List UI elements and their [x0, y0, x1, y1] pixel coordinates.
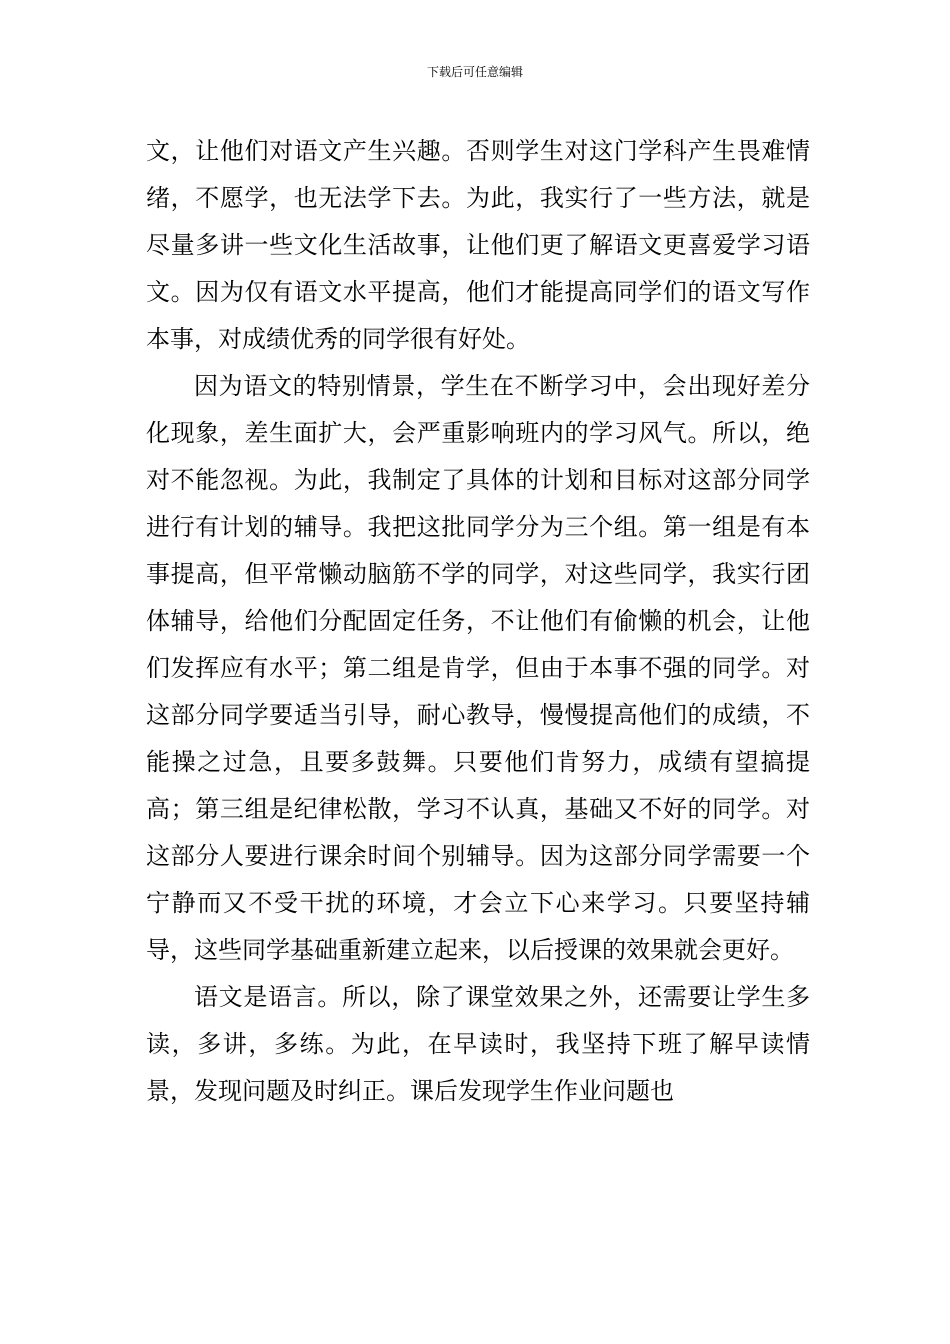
paragraph-language-practice: 语文是语言。所以，除了课堂效果之外，还需要让学生多读，多讲，多练。为此，在早读时，我坚持下班了解早读情景，发现问题及时纠正。课后发现学生作业问题也 [146, 983, 810, 1105]
document-body [146, 128, 810, 1115]
paragraph-continued: 文，让他们对语文产生兴趣。否则学生对这门学科产生畏难情绪，不愿学，也无法学下去。为此，我实行了一些方法，就是尽量多讲一些文化生活故事，让他们更了解语文更喜爱学习语文。因为仅有语文水平提高，他们才能提高同学们的语文写作本事，对成绩优秀的同学很有好处。 [146, 137, 810, 353]
paragraph-tutoring-groups: 因为语文的特别情景，学生在不断学习中，会出现好差分化现象，差生面扩大，会严重影响班内的学习风气。所以，绝对不能忽视。为此，我制定了具体的计划和目标对这部分同学进行有计划的辅导。我把这批同学分为三个组。第一组是有本事提高，但平常懒动脑筋不学的同学，对这些同学，我实行团体辅导，给他们分配固定任务，不让他们有偷懒的机会，让他们发挥应有水平；第二组是肯学，但由于本事不强的同学。对这部分同学要适当引导，耐心教导，慢慢提高他们的成绩，不能操之过急，且要多鼓舞。只要他们肯努力，成绩有望搞提高；第三组是纪律松散，学习不认真，基础又不好的同学。对这部分人要进行课余时间个别辅导。因为这部分同学需要一个宁静而又不受干扰的环境，才会立下心来学习。只要坚持辅导，这些同学基础重新建立起来，以后授课的效果就会更好。 [146, 372, 810, 964]
page-header: 下载后可任意编辑 [426, 65, 523, 79]
